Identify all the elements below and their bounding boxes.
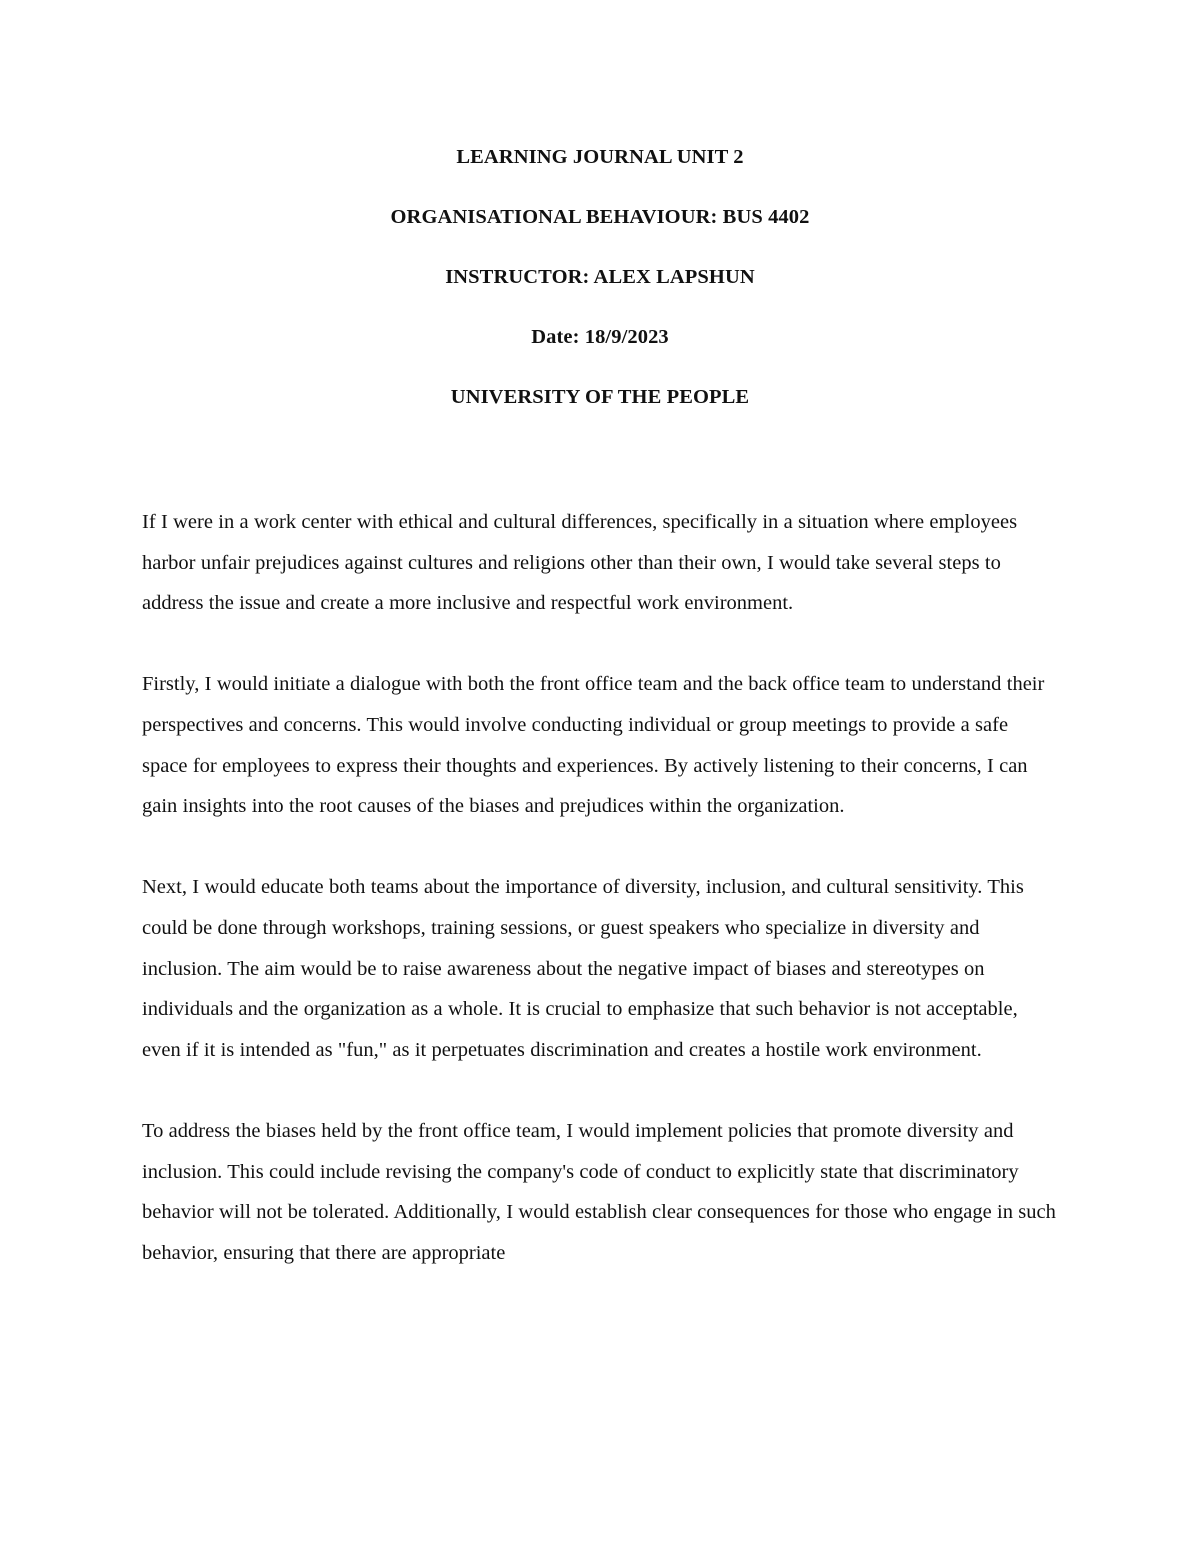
course-name: ORGANISATIONAL BEHAVIOUR: BUS 4402	[390, 206, 810, 228]
journal-body	[142, 502, 1057, 1314]
paragraph-intro: If I were in a work center with ethical and cultural differences, specifically in a situation where employees harbor unfair prejudices against cultures and religions other than their own, I would take several steps to address the issue and create a more inclusive and respectful work environment.	[142, 511, 1018, 615]
journal-title: LEARNING JOURNAL UNIT 2	[456, 146, 744, 168]
paragraph-education: Next, I would educate both teams about the importance of diversity, inclusion, and cultural sensitivity. This could be done through workshops, training sessions, or guest speakers who specialize in diversity and inclusion. The aim would be to raise awareness about the negative impact of biases and stereotypes on individuals and the organization as a whole. It is crucial to emphasize that such behavior is not acceptable, even if it is intended as "fun," as it perpetuates discrimination and creates a hostile work environment.	[142, 876, 1024, 1061]
paragraph-policies: To address the biases held by the front office team, I would implement policies that promote diversity and inclusion. This could include revising the company's code of conduct to explicitly state that discriminatory behavior will not be tolerated. Additionally, I would establish clear consequences for those who engage in such behavior, ensuring that there are appropriate	[142, 1119, 1056, 1264]
instructor-name: INSTRUCTOR: ALEX LAPSHUN	[445, 266, 755, 288]
title-block	[0, 142, 1200, 442]
paragraph-dialogue: Firstly, I would initiate a dialogue with both the front office team and the back office team to understand their perspectives and concerns. This would involve conducting individual or group meetings to provide a safe space for employees to express their thoughts and experiences. By actively listening to their concerns, I can gain insights into the root causes of the biases and prejudices within the organization.	[142, 673, 1045, 818]
document-date: Date: 18/9/2023	[531, 326, 669, 348]
university-name: UNIVERSITY OF THE PEOPLE	[450, 386, 750, 408]
